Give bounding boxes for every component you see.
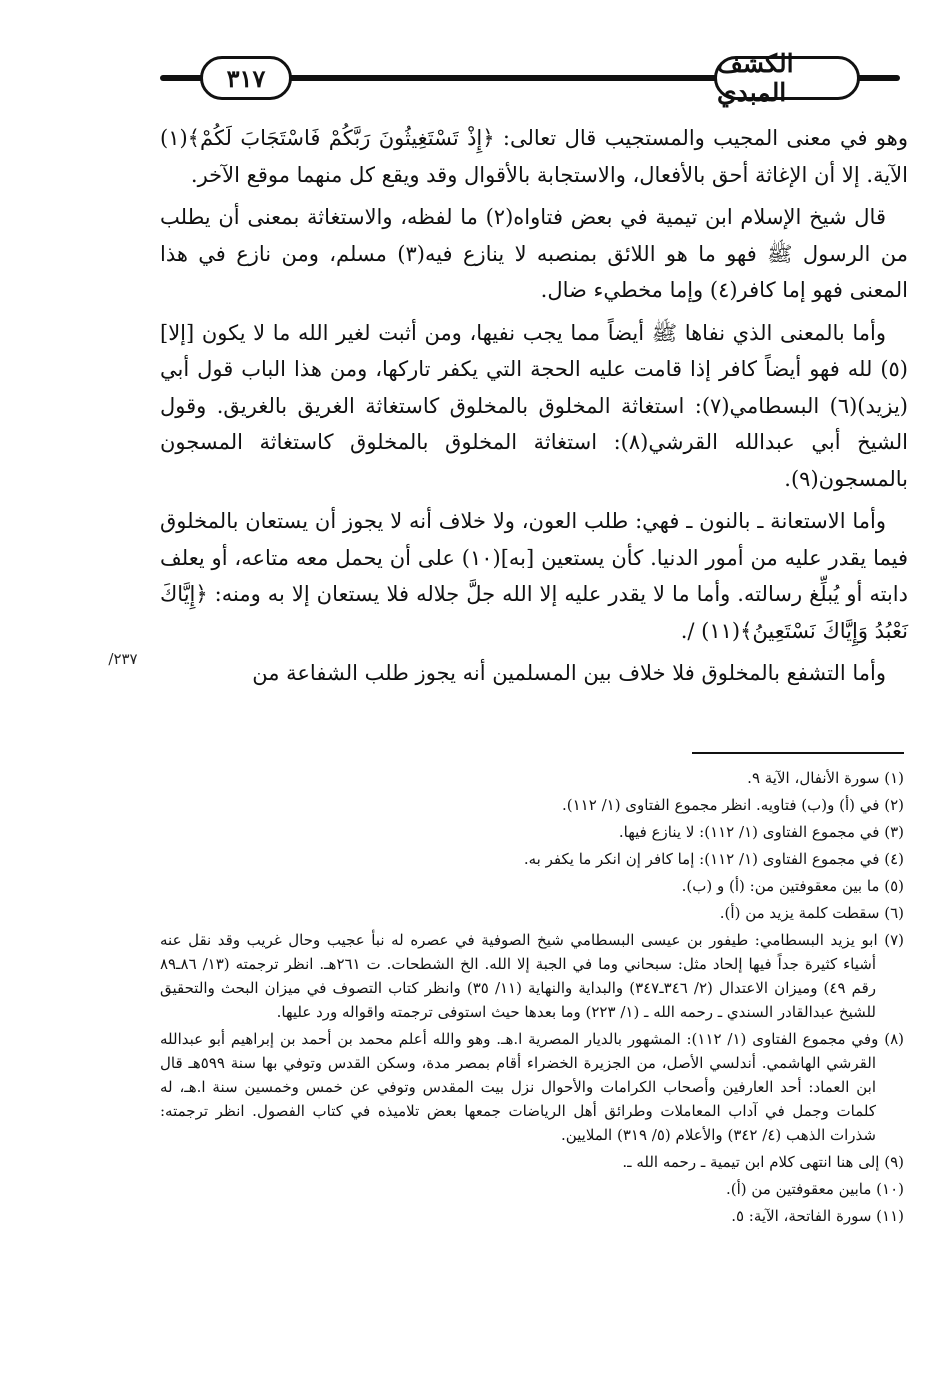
footnote-2: (٢) في (أ) و(ب) فتاويه. انظر مجموع الفتاوى (١/ ١١٢). [562, 796, 904, 814]
footnote-5: (٥) ما بين معقوفتين من: (أ) و (ب). [681, 877, 904, 895]
paragraph: وأما بالمعنى الذي نفاها ﷺ أيضاً مما يجب نفيها، ومن أثبت لغير الله ما لا يكون [إلا](٥) لله فهو أيضاً كافر إذا قامت عليه الحجة التي يكفر تاركها، ومن هذا الباب قول أبي (يزيد)(٦) البسطامي(٧): استغاثة المخلوق بالمخلوق كاستغاثة الغريق بالغريق. وقول الشيخ أبي عبدالله القرشي(٨): استغاثة المخلوق بالمخلوق كاستغاثة المسجون بالمسجون(٩). [160, 320, 908, 491]
footnote-11: (١١) سورة الفاتحة، الآية: ٥. [731, 1207, 904, 1225]
footnotes [160, 766, 904, 1231]
footnote-9: (٩) إلى هنا انتهى كلام ابن تيمية ـ رحمه الله ـ. [622, 1153, 904, 1171]
paragraph: وأما التشفع بالمخلوق فلا خلاف بين المسلمين أنه يجوز طلب الشفاعة من [252, 661, 886, 685]
footnote-7: (٧) ابو يزيد البسطامي: طيفور بن عيسى البسطامي شيخ الصوفية في عصره له نبأ عجيب وحال غريب وقد نقل عنه أشياء كثيرة جداً فيها إلحاد مثل: سبحاني وما في الجبة إلا الله. الخ الشطحات. ت ٢٦١هـ. انظر ترجمته (١٣/ ٨٦ـ٨٩ رقم ٤٩) وميزان الاعتدال (٢/ ٣٤٦ـ٣٤٧) والبداية والنهاية (١١/ ٣٥) وانظر كتاب التصوف في ميزان البحث والتحقيق للشيخ عبدالقادر السندي ـ رحمه الله ـ (١/ ٢٢٣) وما بعدها حيث استوفى ترجمته واقواله ورد عليها. [160, 931, 904, 1021]
footnote-6: (٦) سقطت كلمة يزيد من (أ). [719, 904, 904, 922]
page-header [160, 49, 900, 107]
paragraph: قال شيخ الإسلام ابن تيمية في بعض فتاواه(٢) ما لفظه، والاستغاثة بمعنى أن يطلب من الرسول ﷺ فهو ما هو اللائق بمنصبه لا ينازع فيه(٣) مسلم، ومن نازع في هذا المعنى فهو إما كافر(٤) وإما مخطيء ضال. [160, 205, 908, 302]
footnote-3: (٣) في مجموع الفتاوى (١/ ١١٢): لا ينازع فيها. [618, 823, 904, 841]
main-text [160, 120, 908, 692]
paragraph: وأما الاستعانة ـ بالنون ـ فهي: طلب العون، ولا خلاف أنه لا يجوز أن يستعان بالمخلوق فيما يقدر عليه من أمور الدنيا. كأن يستعين [به](١٠) على أن يحمل معه متاعه، أو يعلف دابته أو يُبلِّغ رسالته. وأما ما لا يقدر عليه إلا الله جلَّ جلاله فلا يستعان إلا به ومنه: ﴿إِيَّاكَ نَعْبُدُ وَإِيَّاكَ نَسْتَعِينُ﴾(١١) /. [160, 509, 908, 643]
book-title: الكشف المبدي [714, 56, 860, 100]
page-number: ٣١٧ [200, 56, 292, 100]
footnote-1: (١) سورة الأنفال، الآية ٩. [747, 769, 904, 787]
manuscript-page-ref: ٢٣٧/ [108, 650, 138, 668]
footnote-4: (٤) في مجموع الفتاوى (١/ ١١٢): إما كافر إن انكر ما يكفر به. [523, 850, 904, 868]
footnote-10: (١٠) مابين معقوفتين من (أ). [726, 1180, 904, 1198]
footnote-8: (٨) وفي مجموع الفتاوى (١/ ١١٢): المشهور بالديار المصرية ا.هـ. وهو والله أعلم محمد بن أحمد بن إبراهيم أبو عبدالله القرشي الهاشمي. أندلسي الأصل، من الجزيرة الخضراء أقام بمصر مدة، وسكن القدس وتوفي بها سنة ٥٩٩هـ قال ابن العماد: أحد العارفين وأصحاب الكرامات والأحوال نزل بيت المقدس وتوفي عن خمس وخمسين سنة ا.هـ، له كلمات وجمل في آداب المعاملات وطرائق أهل الرياضات جمعها بعض تلاميذه في كتاب الفصول. انظر ترجمته: شذرات الذهب (٤/ ٣٤٢) والأعلام (٥/ ٣١٩) الملايين. [160, 1030, 904, 1144]
paragraph: وهو في معنى المجيب والمستجيب قال تعالى: ﴿إِذْ تَسْتَغِيثُونَ رَبَّكُمْ فَاسْتَجَابَ لَكُمْ﴾(١) الآية. إلا أن الإغاثة أحق بالأفعال، والاستجابة بالأقوال وقد ويقع كل منهما موقع الآخر. [160, 126, 908, 187]
footnote-divider [692, 752, 904, 754]
